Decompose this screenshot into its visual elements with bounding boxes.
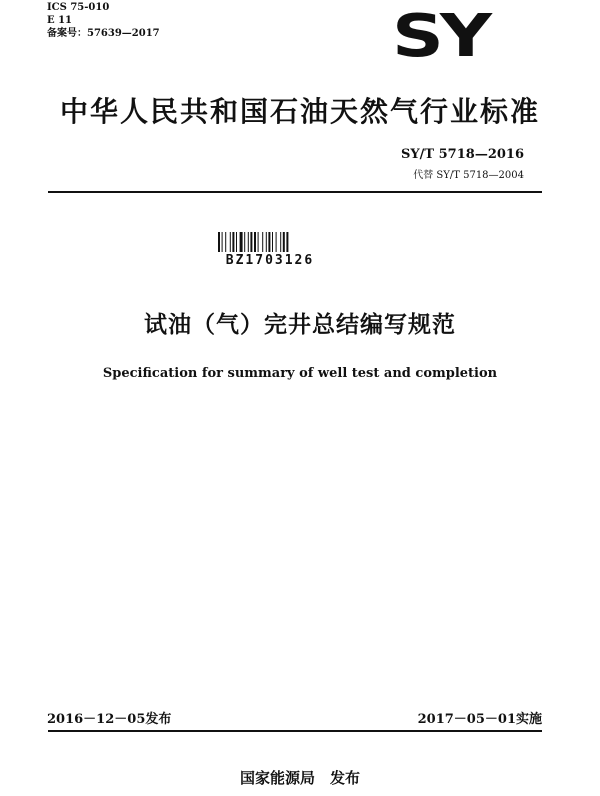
issue-date: 2016－12－05发布 <box>47 712 172 727</box>
replaces-standard: 代替 SY/T 5718—2004 <box>413 170 524 181</box>
classification-code: E 11 <box>47 15 73 26</box>
header-divider <box>48 191 542 193</box>
barcode-number: BZ1703126 <box>225 253 315 268</box>
document-title-cn: 试油（气）完井总结编写规范 <box>144 312 456 338</box>
issuing-authority: 国家能源局 发布 <box>239 769 360 787</box>
ics-code: ICS 75-010 <box>47 2 110 13</box>
document-title-en: Specification for summary of well test and completion <box>102 366 498 381</box>
footer-divider <box>48 730 542 732</box>
standard-category-header: 中华人民共和国石油天然气行业标准 <box>59 95 540 128</box>
standard-number: SY/T 5718—2016 <box>401 147 524 162</box>
effective-date: 2017－05－01实施 <box>417 712 542 727</box>
record-number: 备案号：57639—2017 <box>47 28 160 39</box>
barcode-image <box>218 232 322 252</box>
sy-logo: SY <box>392 1 488 70</box>
